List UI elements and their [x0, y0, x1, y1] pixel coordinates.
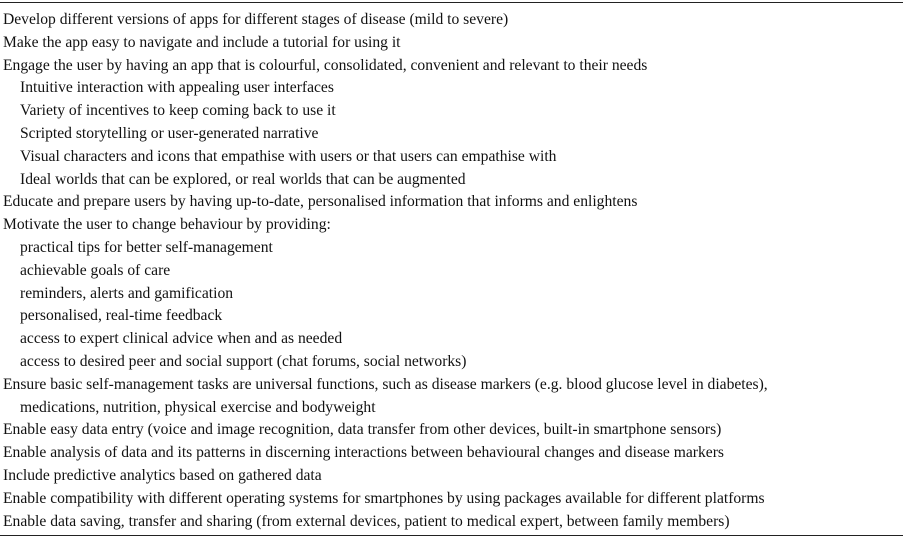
list-item: achievable goals of care: [20, 261, 171, 279]
list-item: Include predictive analytics based on gathered data: [3, 466, 322, 484]
list-item: Enable easy data entry (voice and image recognition, data transfer from other devices, built-in smartphone sensors): [3, 421, 722, 439]
list-item: access to expert clinical advice when and as needed: [20, 330, 343, 348]
list-item: Ideal worlds that can be explored, or real worlds that can be augmented: [20, 170, 466, 188]
list-item: Scripted storytelling or user-generated narrative: [20, 124, 319, 142]
table-top-rule: [0, 2, 903, 3]
list-item: Enable data saving, transfer and sharing (from external devices, patient to medical expert, between family members): [3, 512, 730, 530]
list-item: Ensure basic self-management tasks are universal functions, such as disease markers (e.g. blood glucose level in diabetes),: [3, 375, 768, 393]
list-item: reminders, alerts and gamification: [20, 284, 234, 302]
list-item: Enable analysis of data and its patterns in discerning interactions between behavioural changes and disease markers: [3, 444, 724, 462]
list-item: Motivate the user to change behaviour by providing:: [3, 216, 331, 234]
list-item: Variety of incentives to keep coming back to use it: [20, 102, 336, 120]
list-item: medications, nutrition, physical exercise and bodyweight: [20, 398, 376, 416]
list-item: Enable compatibility with different operating systems for smartphones by using packages available for different platforms: [3, 489, 765, 507]
list-item: Develop different versions of apps for different stages of disease (mild to severe): [3, 11, 509, 28]
recommendations-list: [3, 9, 768, 533]
list-item: Educate and prepare users by having up-to-date, personalised information that informs and enlightens: [3, 193, 638, 211]
list-item: practical tips for better self-management: [20, 238, 273, 256]
list-item: Intuitive interaction with appealing user interfaces: [20, 79, 334, 97]
list-item: Engage the user by having an app that is colourful, consolidated, convenient and relevant to their needs: [3, 56, 648, 74]
list-item: personalised, real-time feedback: [20, 307, 223, 325]
list-item: Make the app easy to navigate and include a tutorial for using it: [3, 33, 401, 51]
table-bottom-rule: [0, 535, 903, 536]
list-item: access to desired peer and social support (chat forums, social networks): [20, 352, 467, 370]
list-item: Visual characters and icons that empathise with users or that users can empathise with: [20, 147, 557, 165]
